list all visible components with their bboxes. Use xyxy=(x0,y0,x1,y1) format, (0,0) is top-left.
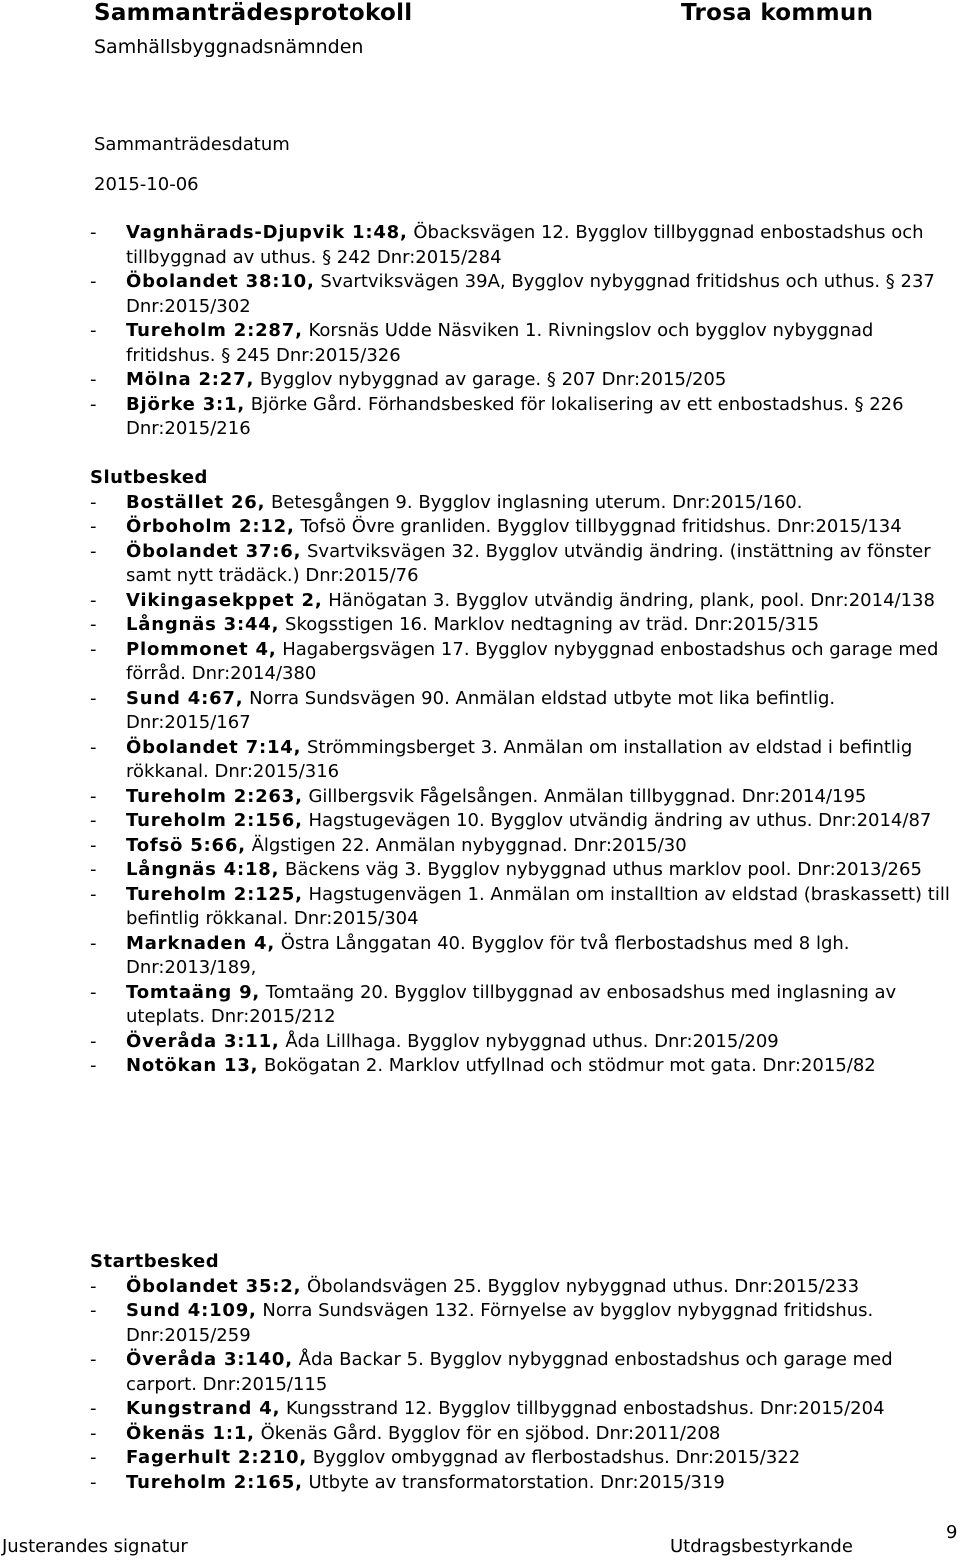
property-designation: Tureholm 2:125, xyxy=(126,883,303,905)
item-text xyxy=(126,1471,950,1496)
list-item xyxy=(90,270,950,319)
item-description: Bygglov nybyggnad av garage. § 207 Dnr:2015/205 xyxy=(259,369,727,390)
committee-name: Samhällsbyggnadsnämnden xyxy=(94,36,364,58)
bullet-dash: - xyxy=(90,271,97,292)
list-item xyxy=(90,1030,950,1055)
property-designation: Plommonet 4, xyxy=(126,638,277,660)
item-description: Tofsö Övre granliden. Bygglov tillbyggnad fritidshus. Dnr:2015/134 xyxy=(300,516,902,537)
startbesked-section xyxy=(90,1250,950,1495)
slutbesked-list xyxy=(90,491,950,1079)
property-designation: Marknaden 4, xyxy=(126,932,276,954)
list-item xyxy=(90,809,950,834)
municipality-name: Trosa kommun xyxy=(681,0,874,26)
item-text xyxy=(126,1030,950,1055)
meeting-date-label: Sammanträdesdatum xyxy=(94,134,290,155)
page-number: 9 xyxy=(946,1522,958,1543)
item-description: Älgstigen 22. Anmälan nybyggnad. Dnr:2015/30 xyxy=(251,834,687,856)
item-description: Åda Backar 5. Bygglov nybyggnad enbostadshus och garage med carport. Dnr:2015/115 xyxy=(126,1349,893,1395)
meeting-date: 2015-10-06 xyxy=(94,174,199,195)
list-item xyxy=(90,883,950,932)
bullet-dash: - xyxy=(90,834,97,856)
list-item xyxy=(90,613,950,638)
property-designation: Överåda 3:140, xyxy=(126,1349,293,1370)
item-text xyxy=(126,785,950,810)
property-designation: Tureholm 2:263, xyxy=(126,785,303,807)
bullet-dash: - xyxy=(90,736,97,758)
item-description: Svartviksvägen 39A, Bygglov nybyggnad fritidshus och uthus. § 237 Dnr:2015/302 xyxy=(126,271,935,317)
bullet-dash: - xyxy=(90,540,97,562)
bullet-dash: - xyxy=(90,320,97,341)
footer-signature-label: Justerandes signatur xyxy=(2,1536,188,1557)
bullet-dash: - xyxy=(90,516,97,537)
item-text xyxy=(126,834,950,859)
bullet-dash: - xyxy=(90,369,97,390)
item-text xyxy=(126,613,950,638)
bullet-dash: - xyxy=(90,222,97,243)
bullet-dash: - xyxy=(90,638,97,660)
property-designation: Bostället 26, xyxy=(126,491,266,513)
item-description: Ökenäs Gård. Bygglov för en sjöbod. Dnr:2011/208 xyxy=(260,1422,721,1444)
property-designation: Vikingasekppet 2, xyxy=(126,589,323,611)
bullet-dash: - xyxy=(90,883,97,905)
list-item xyxy=(90,1299,950,1348)
section-title-startbesked: Startbesked xyxy=(90,1251,220,1272)
list-item xyxy=(90,1054,950,1079)
item-text xyxy=(126,1446,950,1471)
item-text xyxy=(126,515,950,540)
bullet-dash: - xyxy=(90,1447,97,1468)
property-designation: Mölna 2:27, xyxy=(126,369,255,390)
item-text xyxy=(126,736,950,785)
list-item xyxy=(90,687,950,736)
list-item xyxy=(90,1422,950,1447)
property-designation: Sund 4:109, xyxy=(126,1300,257,1321)
item-description: Östra Långgatan 40. Bygglov för två flerbostadshus med 8 lgh. Dnr:2013/189, xyxy=(126,932,850,978)
property-designation: Notökan 13, xyxy=(126,1055,259,1076)
bullet-dash: - xyxy=(90,1349,97,1370)
startbesked-list xyxy=(90,1275,950,1496)
item-description: Hagstugevägen 10. Bygglov utvändig ändring av uthus. Dnr:2014/87 xyxy=(308,810,932,831)
item-description: Bokögatan 2. Marklov utfyllnad och stödmur mot gata. Dnr:2015/82 xyxy=(264,1055,876,1076)
item-description: Norra Sundsvägen 90. Anmälan eldstad utbyte mot lika befintlig. Dnr:2015/167 xyxy=(126,687,836,733)
property-designation: Ökenäs 1:1, xyxy=(126,1422,255,1444)
item-text xyxy=(126,491,950,516)
property-designation: Tureholm 2:165, xyxy=(126,1471,303,1493)
document-title: Sammanträdesprotokoll xyxy=(94,0,413,26)
item-description: Gillbergsvik Fågelsången. Anmälan tillbyggnad. Dnr:2014/195 xyxy=(308,785,867,807)
property-designation: Fagerhult 2:210, xyxy=(126,1447,307,1468)
bullet-dash: - xyxy=(90,1030,97,1052)
item-description: Hagabergsvägen 17. Bygglov nybyggnad enbostadshus och garage med förråd. Dnr:2014/380 xyxy=(126,638,939,684)
item-text xyxy=(126,638,950,687)
item-description: Björke Gård. Förhandsbesked för lokalisering av ett enbostadshus. § 226 Dnr:2015/216 xyxy=(126,393,904,439)
property-designation: Tofsö 5:66, xyxy=(126,834,246,856)
property-designation: Öbolandet 38:10, xyxy=(126,271,315,292)
bullet-dash: - xyxy=(90,1275,97,1297)
property-designation: Björke 3:1, xyxy=(126,393,245,415)
list-item xyxy=(90,1471,950,1496)
bullet-dash: - xyxy=(90,491,97,513)
item-description: Norra Sundsvägen 132. Förnyelse av bygglov nybyggnad fritidshus. Dnr:2015/259 xyxy=(126,1300,874,1346)
list-item xyxy=(90,785,950,810)
list-item xyxy=(90,319,950,368)
property-designation: Långnäs 4:18, xyxy=(126,859,280,880)
list-item xyxy=(90,221,950,270)
bullet-dash: - xyxy=(90,1471,97,1493)
bullet-dash: - xyxy=(90,614,97,635)
list-item xyxy=(90,1446,950,1471)
bullet-dash: - xyxy=(90,810,97,831)
item-text xyxy=(126,1054,950,1079)
item-text xyxy=(126,858,950,883)
list-item xyxy=(90,981,950,1030)
item-description: Hänögatan 3. Bygglov utvändig ändring, plank, pool. Dnr:2014/138 xyxy=(328,589,935,611)
item-description: Hagstugenvägen 1. Anmälan om installtion av eldstad (braskassett) till befintlig rökkanal. Dnr:2015/304 xyxy=(126,883,950,929)
property-designation: Sund 4:67, xyxy=(126,687,244,709)
list-item xyxy=(90,491,950,516)
list-item xyxy=(90,393,950,442)
item-text xyxy=(126,1299,950,1348)
bullet-dash: - xyxy=(90,393,97,415)
item-description: Tomtaäng 20. Bygglov tillbyggnad av enbosadshus med inglasning av uteplats. Dnr:2015/212 xyxy=(126,981,897,1027)
item-description: Betesgången 9. Bygglov inglasning uterum. Dnr:2015/160. xyxy=(271,491,803,513)
property-designation: Vagnhärads-Djupvik 1:48, xyxy=(126,222,408,243)
item-text xyxy=(126,981,950,1030)
bullet-dash: - xyxy=(90,859,97,880)
item-text xyxy=(126,270,950,319)
item-text xyxy=(126,687,950,736)
property-designation: Öbolandet 35:2, xyxy=(126,1275,302,1297)
continued-list xyxy=(90,221,950,442)
list-item xyxy=(90,589,950,614)
item-text xyxy=(126,1422,950,1447)
slutbesked-section xyxy=(90,466,950,1079)
item-description: Öbacksvägen 12. Bygglov tillbyggnad enbostadshus och tillbyggnad av uthus. § 242 Dnr:2015/284 xyxy=(126,222,924,268)
list-item xyxy=(90,834,950,859)
list-item xyxy=(90,368,950,393)
list-item xyxy=(90,1397,950,1422)
item-description: Bäckens väg 3. Bygglov nybyggnad uthus marklov pool. Dnr:2013/265 xyxy=(285,859,922,880)
list-item xyxy=(90,638,950,687)
property-designation: Tureholm 2:287, xyxy=(126,320,303,341)
property-designation: Tomtaäng 9, xyxy=(126,981,261,1003)
property-designation: Öbolandet 37:6, xyxy=(126,540,302,562)
bullet-dash: - xyxy=(90,1055,97,1076)
item-text xyxy=(126,589,950,614)
item-text xyxy=(126,393,950,442)
item-description: Åda Lillhaga. Bygglov nybyggnad uthus. Dnr:2015/209 xyxy=(285,1030,779,1052)
item-text xyxy=(126,932,950,981)
list-item xyxy=(90,932,950,981)
item-text xyxy=(126,368,950,393)
item-description: Strömmingsberget 3. Anmälan om installation av eldstad i befintlig rökkanal. Dnr:2015/316 xyxy=(126,736,913,782)
item-text xyxy=(126,1397,950,1422)
list-item xyxy=(90,1348,950,1397)
item-text xyxy=(126,809,950,834)
item-text xyxy=(126,221,950,270)
item-description: Skogsstigen 16. Marklov nedtagning av träd. Dnr:2015/315 xyxy=(285,614,820,635)
list-item xyxy=(90,736,950,785)
section-title-slutbesked: Slutbesked xyxy=(90,467,208,488)
item-description: Utbyte av transformatorstation. Dnr:2015/319 xyxy=(308,1471,725,1493)
list-item xyxy=(90,515,950,540)
bullet-dash: - xyxy=(90,1422,97,1444)
list-item xyxy=(90,858,950,883)
property-designation: Örboholm 2:12, xyxy=(126,516,295,537)
item-description: Öbolandsvägen 25. Bygglov nybyggnad uthus. Dnr:2015/233 xyxy=(307,1275,860,1297)
bullet-dash: - xyxy=(90,1300,97,1321)
bullet-dash: - xyxy=(90,687,97,709)
bullet-dash: - xyxy=(90,981,97,1003)
bullet-dash: - xyxy=(90,932,97,954)
property-designation: Tureholm 2:156, xyxy=(126,810,303,831)
footer-certification-label: Utdragsbestyrkande xyxy=(670,1536,853,1557)
list-item xyxy=(90,1275,950,1300)
bullet-dash: - xyxy=(90,1398,97,1419)
item-description: Bygglov ombyggnad av flerbostadshus. Dnr:2015/322 xyxy=(312,1447,801,1468)
item-text xyxy=(126,1275,950,1300)
bullet-dash: - xyxy=(90,785,97,807)
list-item xyxy=(90,540,950,589)
bullet-dash: - xyxy=(90,589,97,611)
item-description: Kungsstrand 12. Bygglov tillbyggnad enbostadshus. Dnr:2015/204 xyxy=(285,1398,885,1419)
property-designation: Överåda 3:11, xyxy=(126,1030,280,1052)
item-text xyxy=(126,883,950,932)
item-description: Svartviksvägen 32. Bygglov utvändig ändring. (instättning av fönster samt nytt trädäck.) Dnr:2015/76 xyxy=(126,540,931,586)
item-text xyxy=(126,1348,950,1397)
property-designation: Öbolandet 7:14, xyxy=(126,736,302,758)
property-designation: Långnäs 3:44, xyxy=(126,614,280,635)
item-description: Korsnäs Udde Näsviken 1. Rivningslov och bygglov nybyggnad fritidshus. § 245 Dnr:2015/326 xyxy=(126,320,874,366)
item-text xyxy=(126,319,950,368)
item-text xyxy=(126,540,950,589)
property-designation: Kungstrand 4, xyxy=(126,1398,281,1419)
